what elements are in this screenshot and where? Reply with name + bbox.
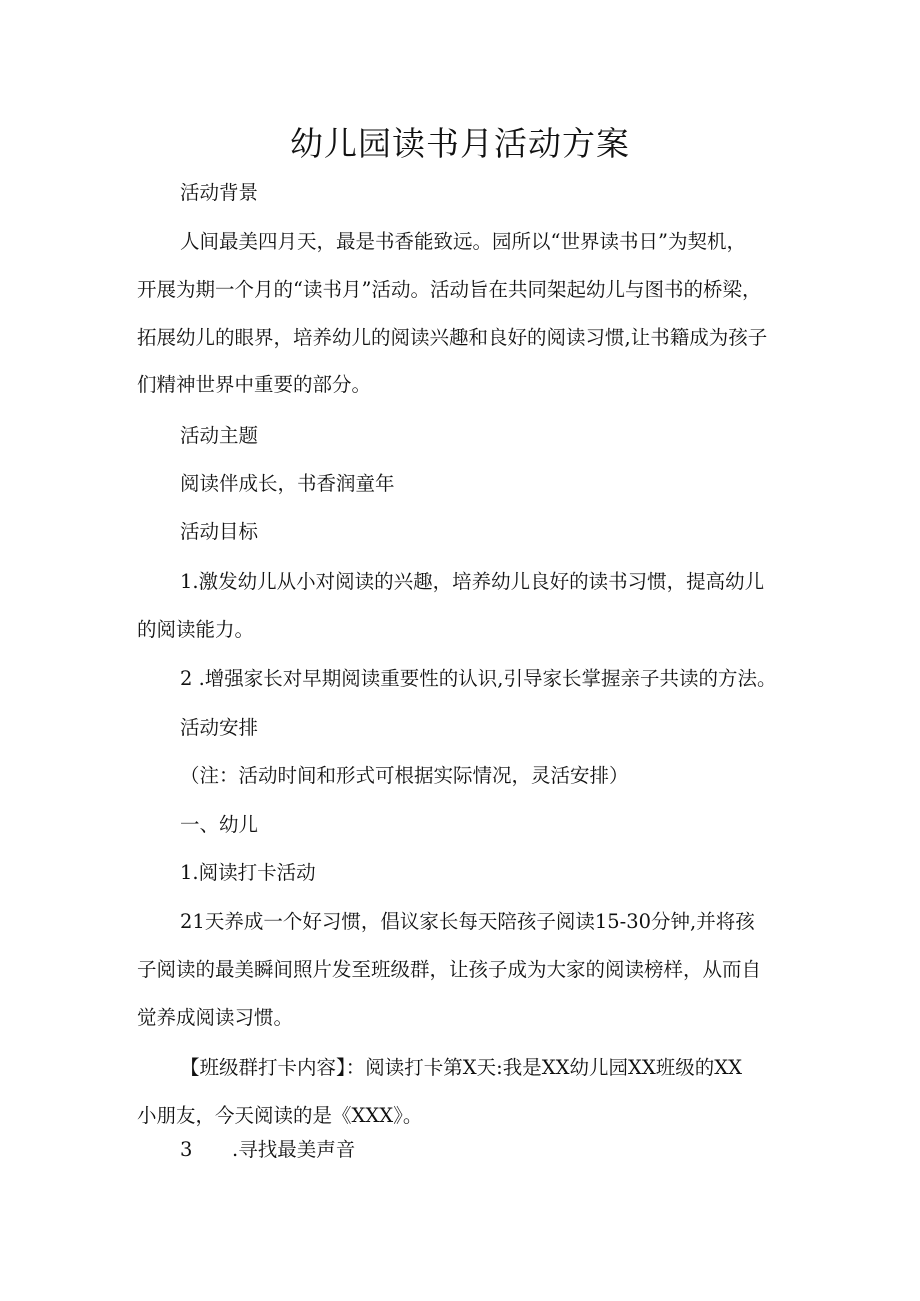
item-3-number: 3: [180, 1138, 193, 1161]
goal-1-line-2: 的阅读能力。: [137, 618, 255, 641]
arrangement-note: （注：活动时间和形式可根据实际情况，灵活安排）: [180, 764, 629, 787]
background-line-3: 拓展幼儿的眼界，培养幼儿的阅读兴趣和良好的阅读习惯,让书籍成为孩子: [137, 326, 768, 349]
document-title: 幼儿园读书月活动方案: [290, 124, 630, 163]
background-heading: 活动背景: [180, 181, 259, 204]
section-1-heading: 一、幼儿: [180, 813, 259, 836]
item-3-heading: .寻找最美声音: [232, 1138, 356, 1161]
arrangement-heading: 活动安排: [180, 716, 259, 739]
item-1-line-3: 觉养成阅读习惯。: [137, 1006, 294, 1029]
background-line-1: 人间最美四月天，最是书香能致远。园所以“世界读书日”为契机，: [180, 230, 746, 253]
checkin-line-1: 【班级群打卡内容】：阅读打卡第X天:我是XX幼儿园XX班级的XX: [180, 1056, 742, 1079]
background-line-4: 们精神世界中重要的部分。: [137, 373, 372, 396]
checkin-line-2: 小朋友，今天阅读的是《XXX》。: [137, 1104, 423, 1127]
theme-text: 阅读伴成长，书香润童年: [180, 472, 395, 495]
background-line-2: 开展为期一个月的“读书月”活动。活动旨在共同架起幼儿与图书的桥梁，: [137, 278, 762, 301]
item-1-heading: 1.阅读打卡活动: [180, 861, 316, 884]
theme-heading: 活动主题: [180, 424, 259, 447]
goal-2: 2 .增强家长对早期阅读重要性的认识,引导家长掌握亲子共读的方法。: [180, 667, 777, 690]
item-1-line-2: 子阅读的最美瞬间照片发至班级群，让孩子成为大家的阅读榜样，从而自: [137, 958, 762, 981]
goal-1-line-1: 1.激发幼儿从小对阅读的兴趣，培养幼儿良好的读书习惯，提高幼儿: [180, 570, 765, 593]
item-1-line-1: 21天养成一个好习惯，倡议家长每天陪孩子阅读15-30分钟,并将孩: [180, 910, 755, 933]
goals-heading: 活动目标: [180, 520, 259, 543]
